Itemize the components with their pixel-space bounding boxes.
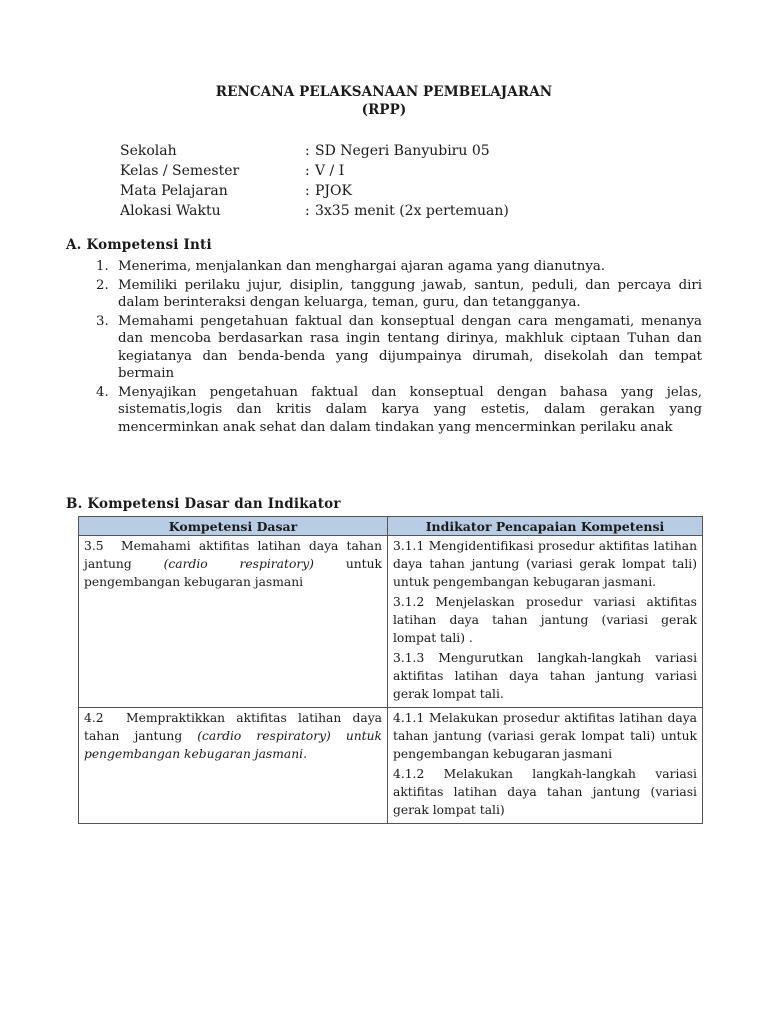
list-number: 4. <box>96 384 109 400</box>
kompetensi-inti-list <box>96 258 702 437</box>
kd-text-tail: untuk pengembangan kebugaran jasmani <box>84 557 382 589</box>
list-item <box>96 277 702 312</box>
list-text: Memahami pengetahuan faktual dan konseptual dengan cara mengamati, menanya dan mencoba berdasarkan rasa ingin tentang dirinya, makhluk ciptaan Tuhan dan kegiatanya dan benda-benda yang dijumpainya dirumah, disekolah dan tempat bermain <box>118 313 702 381</box>
section-heading-ki: A. Kompetensi Inti <box>66 237 212 253</box>
indicator-item: 4.1.2 Melakukan langkah-langkah variasi aktifitas latihan daya tahan jantung (variasi gerak lompat tali) <box>393 767 697 817</box>
kd-text: Mempraktikkan aktifitas latihan daya tahan jantung <box>84 711 382 743</box>
section-heading-kd: B. Kompetensi Dasar dan Indikator <box>66 496 341 512</box>
info-separator: : <box>305 203 310 219</box>
info-value: SD Negeri Banyubiru 05 <box>315 143 490 159</box>
indicator-item: 3.1.1 Mengidentifikasi prosedur aktifitas latihan daya tahan jantung (variasi gerak lompat tali) untuk pengembangan kebugaran jasmani. <box>393 539 697 589</box>
table-row <box>79 536 703 708</box>
identity-block <box>120 141 509 221</box>
indicator-item: 3.1.2 Menjelaskan prosedur variasi aktifitas latihan daya tahan jantung (variasi gerak lompat tali) . <box>393 595 697 645</box>
kd-text: Memahami aktifitas latihan daya tahan jantung <box>84 539 382 571</box>
document-subtitle: (RPP) <box>361 102 407 118</box>
list-number: 3. <box>96 313 109 329</box>
info-value: V / I <box>315 163 345 179</box>
column-header-indikator: Indikator Pencapaian Kompetensi <box>388 517 703 536</box>
list-number: 2. <box>96 277 109 293</box>
info-separator: : <box>305 163 310 179</box>
column-header-kd: Kompetensi Dasar <box>79 517 388 536</box>
info-label: Sekolah <box>120 143 177 159</box>
list-number: 1. <box>96 259 109 274</box>
info-value: 3x35 menit (2x pertemuan) <box>315 203 509 219</box>
list-text: Memiliki perilaku jujur, disiplin, tanggung jawab, santun, peduli, dan percaya diri dalam berinteraksi dengan keluarga, teman, guru, dan tetangganya. <box>118 277 702 310</box>
info-label: Alokasi Waktu <box>120 203 221 219</box>
info-label: Kelas / Semester <box>120 163 240 179</box>
list-item <box>96 313 702 383</box>
kd-cell <box>79 536 388 708</box>
indikator-cell <box>388 708 703 824</box>
kd-text-italic: (cardio respiratory) untuk pengembangan kebugaran jasmani. <box>84 729 382 761</box>
info-separator: : <box>305 143 310 159</box>
info-row-time <box>120 201 509 221</box>
kd-cell <box>79 708 388 824</box>
kd-text-italic: (cardio respiratory) <box>163 557 314 571</box>
info-separator: : <box>305 183 310 199</box>
document-title: RENCANA PELAKSANAAN PEMBELAJARAN <box>215 84 553 100</box>
table-row <box>79 708 703 824</box>
list-text: Menerima, menjalankan dan menghargai ajaran agama yang dianutnya. <box>118 259 605 274</box>
table-header-row <box>79 517 703 536</box>
indicator-item: 4.1.1 Melakukan prosedur aktifitas latihan daya tahan jantung (variasi gerak lompat tali) untuk pengembangan kebugaran jasmani <box>393 711 697 761</box>
indikator-cell <box>388 536 703 708</box>
kd-code: 4.2 <box>84 711 104 725</box>
info-row-subject <box>120 181 509 201</box>
indicator-item: 3.1.3 Mengurutkan langkah-langkah variasi aktifitas latihan daya tahan jantung variasi gerak lompat tali. <box>393 651 697 701</box>
info-row-class <box>120 161 509 181</box>
info-label: Mata Pelajaran <box>120 183 228 199</box>
list-text: Menyajikan pengetahuan faktual dan konseptual dengan bahasa yang jelas, sistematis,logis dan kritis dalam karya yang estetis, dalam gerakan yang mencerminkan anak sehat dan dalam tindakan yang mencerminkan perilaku anak <box>118 384 702 435</box>
info-row-school <box>120 141 509 161</box>
info-value: PJOK <box>315 183 352 199</box>
list-item <box>96 384 702 437</box>
kompetensi-dasar-table <box>78 516 703 824</box>
kd-code: 3.5 <box>84 539 104 553</box>
list-item <box>96 258 702 276</box>
